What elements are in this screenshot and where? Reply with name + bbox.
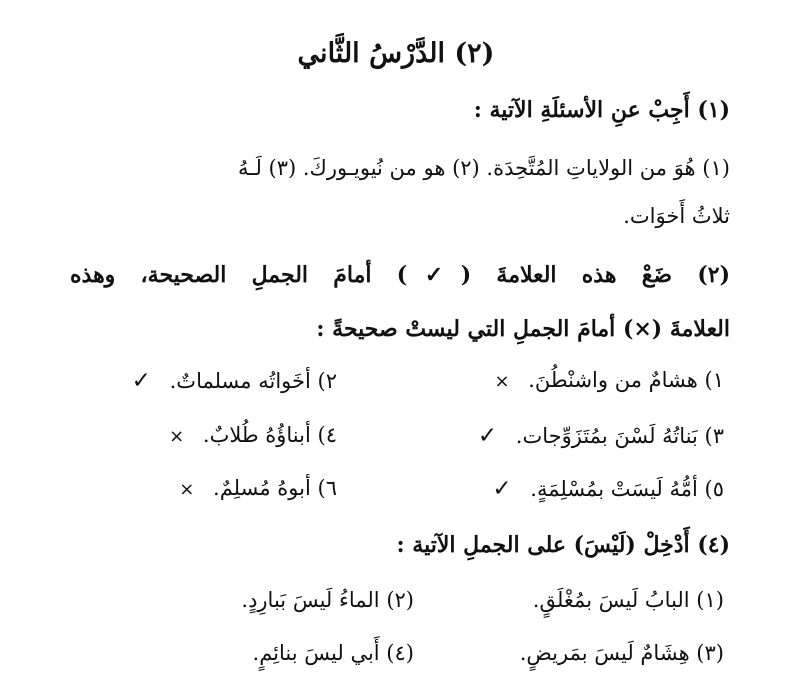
cross-mark-icon: × (494, 371, 510, 392)
tf-item-number: ٣) (704, 424, 724, 448)
check-mark-icon: ✓ (477, 423, 498, 449)
tf-item-text: أخَواتُه مسلماتٌ. (169, 369, 311, 393)
tf-item-3 (478, 423, 724, 449)
tf-item-text: بَناتُهُ لَسْنَ بمُتَزَوِّجات. (515, 424, 698, 448)
tf-item-number: ٦) (317, 476, 337, 500)
check-mark-icon: ✓ (131, 368, 151, 394)
section4-answer-4: (٤) أَبي ليسَ بنائِمٍ. (252, 641, 414, 665)
tf-item-2 (132, 368, 337, 394)
tf-item-5 (492, 476, 724, 502)
tf-item-4 (169, 423, 337, 447)
section4-heading: (٤) أَدْخِلْ (لَيْسَ) على الجملِ الآتية : (396, 532, 730, 558)
section1-answers-line1: (١) هُوَ من الولاياتِ المُتَّحِدَة. (٢) هو من نُيويـوركَ. (٣) لَـهُ (238, 156, 730, 180)
section1-heading: (١) أَجِبْ عنِ الأسئلَةِ الآتية : (473, 97, 730, 123)
tf-item-text: أمُّهُ لَيسَتْ بمُسْلِمَةٍ. (530, 477, 698, 501)
tf-item-text: أبوهُ مُسلِمٌ. (213, 476, 311, 500)
section1-answers-line2: ثلاثُ أَخوَات. (623, 204, 730, 228)
tf-item-6 (179, 476, 337, 500)
tf-item-number: ١) (704, 368, 724, 392)
tf-item-number: ٤) (317, 423, 337, 447)
section4-answer-1: (١) البابُ لَيسَ بمُغْلَقٍ. (532, 588, 724, 612)
tf-item-number: ٥) (704, 477, 724, 501)
check-mark-icon: ✓ (492, 476, 512, 502)
tf-item-text: هشامٌ من واشنْطُنَ. (528, 368, 698, 392)
section2-instruction-line1: (٢) ضَعْ هذه العلامةَ (✓) أمامَ الجملِ الصحيحة، وهذه (70, 262, 730, 288)
lesson-title: (٢) الدَّرْسُ الثَّاني (297, 38, 495, 69)
section4-answer-2: (٢) الماءُ لَيسَ بَبارِدٍ. (241, 588, 414, 612)
section2-instruction-line2: العلامةَ (×) أمامَ الجملِ التي ليستْ صحيحةً : (316, 316, 730, 342)
cross-mark-icon: × (169, 426, 185, 447)
section4-answer-3: (٣) هِشَامٌ لَيسَ بمَريضٍ. (519, 641, 724, 665)
tf-item-text: أبناؤُهُ طُلابٌ. (202, 423, 311, 447)
tf-item-number: ٢) (317, 369, 337, 393)
tf-item-1 (494, 368, 724, 392)
cross-mark-icon: × (179, 479, 195, 500)
